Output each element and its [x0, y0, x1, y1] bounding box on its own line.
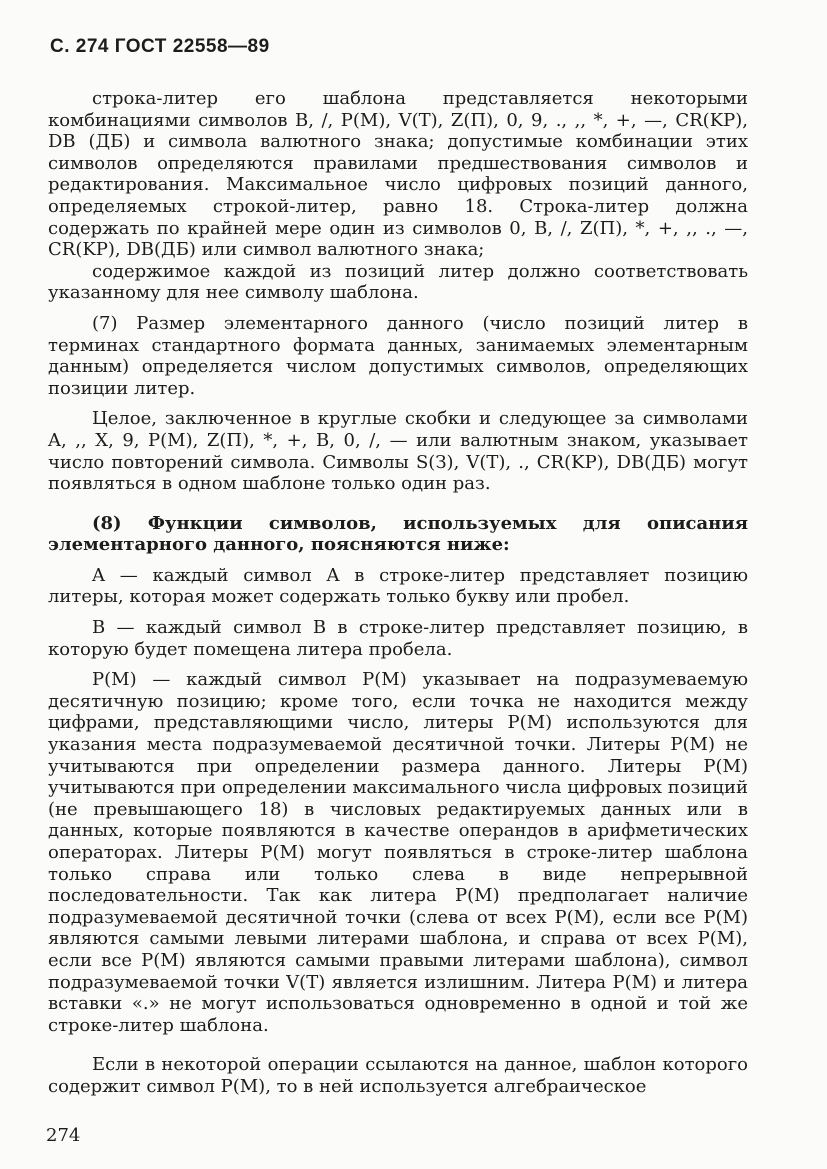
- paragraph-size-rule: (7) Размер элементарного данного (число позиций литер в терминах стандартного формата данных, занимаемых элементарным данным) определяется числом допустимых символов, определяющих позиции литер.: [48, 312, 748, 399]
- paragraph-position-content: содержимое каждой из позиций литер должно соответствовать указанному для нее символу шаблона.: [48, 260, 748, 304]
- page-number: 274: [46, 1125, 81, 1146]
- paragraph-symbol-functions-heading: (8) Функции символов, используемых для описания элементарного данного, поясняются ниже:: [48, 512, 748, 556]
- body-text: [48, 88, 748, 1098]
- paragraph-repetition-rule: Целое, заключенное в круглые скобки и следующее за символами A, ,, X, 9, P(M), Z(П), *, +, B, 0, /, — или валютным знаком, указывает число повторений символа. Символы S(З), V(T), ., CR(KP), DB(ДБ) могут появляться в одном шаблоне только один раз.: [48, 408, 748, 495]
- paragraph-closing: Если в некоторой операции ссылаются на данное, шаблон которого содержит символ P(M), то в ней используется алгебраическое: [48, 1054, 748, 1097]
- running-header: С. 274 ГОСТ 22558—89: [50, 36, 270, 57]
- paragraph-symbol-a: A — каждый символ A в строке-литер представляет позицию литеры, которая может содержать только букву или пробел.: [48, 564, 748, 608]
- paragraph-symbol-b: B — каждый символ B в строке-литер представляет позицию, в которую будет помещена литера пробела.: [48, 617, 748, 660]
- paragraph-symbol-p: P(M) — каждый символ P(M) указывает на подразумеваемую десятичную позицию; кроме того, если точка не находится между цифрами, представляющими число, литеры P(M) используются для указания места подразумеваемой десятичной точки. Литеры P(M) не учитываются при определении размера данного. Литеры P(M) учитываются при определении максимального числа цифровых позиций (не превышающего 18) в числовых редактируемых данных или в данных, которые появляются в качестве операндов в арифметических операторах. Литеры P(M) могут появляться в строке-литер шаблона только справа или только слева в виде непрерывной последовательности. Так как литера P(M) предполагает наличие подразумеваемой десятичной точки (слева от всех P(M), если все P(M) являются самыми левыми литерами шаблона, и справа от всех P(M), если все P(M) являются самыми правыми литерами шаблона), символ подразумеваемой точки V(T) является излишним. Литера P(M) и литера вставки «.» не могут использоваться одновременно в одной и той же строке-литер шаблона.: [48, 669, 748, 1036]
- paragraph-picture-string-continuation: строка-литер его шаблона представляется некоторыми комбинациями символов B, /, P(M), V(T), Z(П), 0, 9, ., ,, *, +, —, CR(KP), DB (ДБ) и символа валютного знака; допустимые комбинации этих символов определяются правилами предшествования символов и редактирования. Максимальное число цифровых позиций данного, определяемых строкой-литер, равно 18. Строка-литер должна содержать по крайней мере один из символов 0, B, /, Z(П), *, +, ,, ., —, CR(KP), DB(ДБ) или символ валютного знака;: [48, 88, 748, 261]
